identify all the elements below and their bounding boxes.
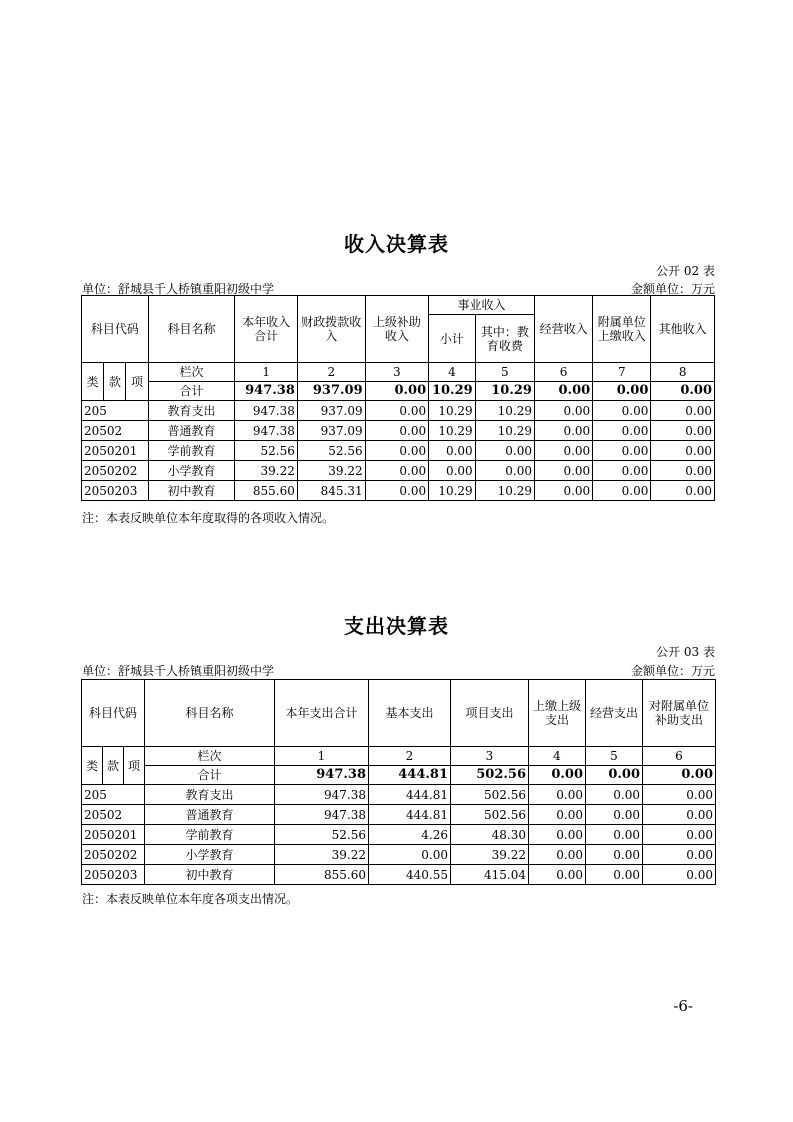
- income-row-value: 0.00: [534, 421, 592, 441]
- expense-col-number: 2: [369, 747, 451, 766]
- expense-header-basic: 基本支出: [369, 680, 451, 747]
- income-header-subject-name: 科目名称: [148, 296, 235, 363]
- income-row-value: 0.00: [475, 461, 534, 481]
- income-total-value: 0.00: [365, 382, 429, 401]
- income-header-superior: 上级补助收入: [365, 296, 429, 363]
- income-col-number: 7: [593, 363, 651, 382]
- income-header-affiliated: 附属单位上缴收入: [593, 296, 651, 363]
- table-row: [82, 805, 716, 825]
- income-header-xiang: 项: [126, 363, 148, 401]
- income-total-value: 10.29: [429, 382, 476, 401]
- table-row: [82, 461, 715, 481]
- income-row-name: 初中教育: [148, 481, 235, 501]
- income-row-value: 0.00: [365, 441, 429, 461]
- income-row-value: 0.00: [651, 401, 715, 421]
- income-row-value: 845.31: [297, 481, 365, 501]
- income-row-value: 10.29: [475, 401, 534, 421]
- income-col-number: 2: [297, 363, 365, 382]
- income-header-kuan: 款: [104, 363, 126, 401]
- expense-col-number: 1: [275, 747, 369, 766]
- expense-row-code: 2050203: [82, 865, 145, 885]
- income-total-value: 947.38: [235, 382, 297, 401]
- expense-row-value: 855.60: [275, 865, 369, 885]
- expense-header-xiang: 项: [124, 747, 145, 785]
- expense-row-value: 0.00: [529, 845, 586, 865]
- expense-header-subject-code: 科目代码: [82, 680, 145, 747]
- income-total-value: 0.00: [593, 382, 651, 401]
- income-total-value: 937.09: [297, 382, 365, 401]
- expense-row-value: 0.00: [586, 805, 643, 825]
- expense-row-name: 教育支出: [145, 785, 275, 805]
- income-row-value: 10.29: [429, 401, 476, 421]
- expense-row-value: 0.00: [586, 785, 643, 805]
- income-total-value: 0.00: [534, 382, 592, 401]
- income-row-value: 0.00: [534, 481, 592, 501]
- income-row-code: 205: [82, 401, 149, 421]
- expense-row-value: 0.00: [586, 865, 643, 885]
- expense-row-name: 学前教育: [145, 825, 275, 845]
- expense-amount-unit: 金额单位：万元: [630, 664, 715, 678]
- income-row-value: 0.00: [365, 421, 429, 441]
- table-row: [82, 785, 716, 805]
- expense-row-code: 20502: [82, 805, 145, 825]
- income-amount-unit: 金额单位：万元: [630, 282, 715, 296]
- expense-total-label: 合计: [145, 766, 275, 785]
- expense-row-value: 4.26: [369, 825, 451, 845]
- expense-total-value: 502.56: [451, 766, 529, 785]
- income-table: [81, 295, 715, 501]
- income-row-value: 937.09: [297, 421, 365, 441]
- income-note: 注：本表反映单位本年度取得的各项收入情况。: [82, 511, 335, 525]
- expense-header-total: 本年支出合计: [275, 680, 369, 747]
- expense-col-number: 5: [586, 747, 643, 766]
- income-row-value: 0.00: [534, 401, 592, 421]
- income-row-value: 937.09: [297, 401, 365, 421]
- income-row-value: 0.00: [365, 481, 429, 501]
- expense-header-lei: 类: [82, 747, 103, 785]
- expense-total-value: 947.38: [275, 766, 369, 785]
- table-row: [82, 441, 715, 461]
- income-row-name: 普通教育: [148, 421, 235, 441]
- income-row-code: 20502: [82, 421, 149, 441]
- income-row-value: 0.00: [593, 441, 651, 461]
- expense-row-value: 39.22: [451, 845, 529, 865]
- table-row: [82, 865, 716, 885]
- expense-row-value: 947.38: [275, 785, 369, 805]
- expense-total-value: 0.00: [586, 766, 643, 785]
- expense-row-value: 0.00: [529, 825, 586, 845]
- expense-col-number: 6: [643, 747, 716, 766]
- income-row-value: 10.29: [475, 421, 534, 441]
- expense-row-value: 0.00: [369, 845, 451, 865]
- income-row-value: 0.00: [593, 481, 651, 501]
- income-row-value: 39.22: [297, 461, 365, 481]
- income-row-value: 0.00: [365, 401, 429, 421]
- income-header-subtotal: 小计: [429, 315, 476, 363]
- income-total-value: 10.29: [475, 382, 534, 401]
- income-header-lanci: 栏次: [148, 363, 235, 382]
- expense-unit: 单位：舒城县千人桥镇重阳初级中学: [82, 664, 275, 678]
- income-row-value: 0.00: [593, 401, 651, 421]
- expense-table: [81, 679, 716, 885]
- income-header-edu-fee: 其中：教育收费: [475, 315, 534, 363]
- income-row-value: 10.29: [429, 421, 476, 441]
- income-row-name: 教育支出: [148, 401, 235, 421]
- income-row-value: 0.00: [593, 421, 651, 441]
- expense-header-subsidy: 对附属单位补助支出: [643, 680, 716, 747]
- expense-header-subject-name: 科目名称: [145, 680, 275, 747]
- table-row: [82, 825, 716, 845]
- expense-row-value: 48.30: [451, 825, 529, 845]
- expense-header-lanci: 栏次: [145, 747, 275, 766]
- expense-row-value: 502.56: [451, 805, 529, 825]
- expense-total-value: 444.81: [369, 766, 451, 785]
- expense-row-code: 2050201: [82, 825, 145, 845]
- expense-row-value: 0.00: [529, 865, 586, 885]
- expense-row-value: 0.00: [643, 825, 716, 845]
- income-col-number: 6: [534, 363, 592, 382]
- expense-title: 支出决算表: [344, 614, 449, 638]
- income-row-value: 0.00: [593, 461, 651, 481]
- expense-header-kuan: 款: [103, 747, 124, 785]
- income-header-business-group: 事业收入: [429, 296, 535, 315]
- income-table-code: 公开 02 表: [656, 264, 715, 278]
- income-row-value: 0.00: [651, 421, 715, 441]
- expense-table-code: 公开 03 表: [656, 645, 715, 659]
- income-col-number: 1: [235, 363, 297, 382]
- income-header-total: 本年收入合计: [235, 296, 297, 363]
- page-number: -6-: [673, 997, 693, 1015]
- expense-row-value: 0.00: [586, 845, 643, 865]
- expense-col-number: 3: [451, 747, 529, 766]
- expense-row-code: 2050202: [82, 845, 145, 865]
- income-header-other: 其他收入: [651, 296, 715, 363]
- income-row-value: 39.22: [235, 461, 297, 481]
- expense-row-value: 0.00: [643, 785, 716, 805]
- income-row-value: 0.00: [651, 481, 715, 501]
- expense-row-value: 444.81: [369, 785, 451, 805]
- income-row-value: 52.56: [235, 441, 297, 461]
- table-row: [82, 845, 716, 865]
- income-col-number: 3: [365, 363, 429, 382]
- income-col-number: 5: [475, 363, 534, 382]
- income-row-value: 947.38: [235, 401, 297, 421]
- table-row: [82, 481, 715, 501]
- income-row-value: 855.60: [235, 481, 297, 501]
- expense-header-project: 项目支出: [451, 680, 529, 747]
- expense-row-value: 502.56: [451, 785, 529, 805]
- expense-row-value: 52.56: [275, 825, 369, 845]
- expense-row-value: 440.55: [369, 865, 451, 885]
- income-row-code: 2050203: [82, 481, 149, 501]
- income-row-value: 0.00: [534, 461, 592, 481]
- expense-total-value: 0.00: [643, 766, 716, 785]
- expense-row-name: 普通教育: [145, 805, 275, 825]
- income-col-number: 4: [429, 363, 476, 382]
- income-total-value: 0.00: [651, 382, 715, 401]
- income-col-number: 8: [651, 363, 715, 382]
- table-row: [82, 401, 715, 421]
- income-header-lei: 类: [82, 363, 104, 401]
- expense-row-name: 小学教育: [145, 845, 275, 865]
- income-row-value: 947.38: [235, 421, 297, 441]
- income-row-value: 10.29: [475, 481, 534, 501]
- expense-total-value: 0.00: [529, 766, 586, 785]
- table-row: [82, 421, 715, 441]
- income-total-label: 合计: [148, 382, 235, 401]
- income-row-value: 0.00: [534, 441, 592, 461]
- income-row-value: 0.00: [429, 441, 476, 461]
- expense-row-value: 0.00: [586, 825, 643, 845]
- expense-header-remit: 上缴上级支出: [529, 680, 586, 747]
- income-row-value: 0.00: [429, 461, 476, 481]
- expense-row-value: 0.00: [529, 805, 586, 825]
- expense-row-value: 0.00: [643, 845, 716, 865]
- income-row-value: 10.29: [429, 481, 476, 501]
- expense-header-operating: 经营支出: [586, 680, 643, 747]
- income-header-fiscal: 财政拨款收入: [297, 296, 365, 363]
- income-row-name: 学前教育: [148, 441, 235, 461]
- income-row-value: 0.00: [651, 441, 715, 461]
- income-row-code: 2050202: [82, 461, 149, 481]
- income-row-value: 52.56: [297, 441, 365, 461]
- income-row-value: 0.00: [475, 441, 534, 461]
- expense-row-value: 947.38: [275, 805, 369, 825]
- income-row-code: 2050201: [82, 441, 149, 461]
- income-header-subject-code: 科目代码: [82, 296, 149, 363]
- expense-row-value: 415.04: [451, 865, 529, 885]
- expense-row-value: 0.00: [643, 865, 716, 885]
- income-row-value: 0.00: [365, 461, 429, 481]
- expense-note: 注：本表反映单位本年度各项支出情况。: [82, 892, 299, 906]
- income-row-value: 0.00: [651, 461, 715, 481]
- expense-row-code: 205: [82, 785, 145, 805]
- income-unit: 单位：舒城县千人桥镇重阳初级中学: [82, 282, 275, 296]
- expense-row-name: 初中教育: [145, 865, 275, 885]
- expense-col-number: 4: [529, 747, 586, 766]
- income-header-operating: 经营收入: [534, 296, 592, 363]
- expense-row-value: 0.00: [643, 805, 716, 825]
- expense-row-value: 444.81: [369, 805, 451, 825]
- expense-row-value: 0.00: [529, 785, 586, 805]
- income-title: 收入决算表: [344, 232, 449, 256]
- income-row-name: 小学教育: [148, 461, 235, 481]
- expense-row-value: 39.22: [275, 845, 369, 865]
